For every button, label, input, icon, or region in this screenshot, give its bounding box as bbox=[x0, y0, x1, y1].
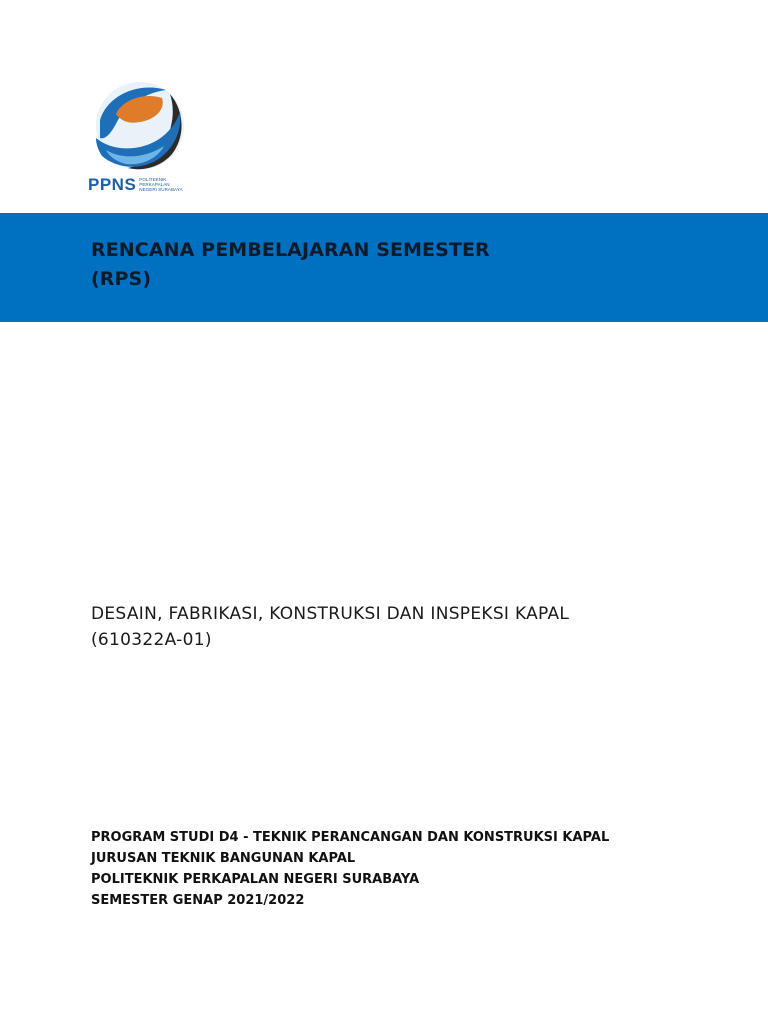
logo-abbreviation: PPNS bbox=[88, 175, 137, 194]
semester: SEMESTER GENAP 2021/2022 bbox=[91, 893, 305, 908]
institution-name: POLITEKNIK PERKAPALAN NEGERI SURABAYA bbox=[91, 872, 420, 887]
document-title bbox=[91, 236, 490, 294]
ppns-globe-icon bbox=[88, 80, 192, 176]
course-code: (610322A-01) bbox=[91, 630, 212, 650]
document-title-line: (RPS) bbox=[91, 268, 152, 290]
course-name: DESAIN, FABRIKASI, KONSTRUKSI DAN INSPEKSI KAPAL bbox=[91, 604, 570, 624]
ppns-logo bbox=[88, 80, 200, 200]
study-program: PROGRAM STUDI D4 - TEKNIK PERANCANGAN DAN KONSTRUKSI KAPAL bbox=[91, 830, 610, 845]
logo-full-name bbox=[139, 177, 182, 193]
logo-full-name-line: PERKAPALAN bbox=[139, 181, 170, 187]
department: JURUSAN TEKNIK BANGUNAN KAPAL bbox=[91, 851, 356, 866]
logo-full-name-line: POLITEKNIK bbox=[139, 176, 167, 182]
institution-info bbox=[91, 827, 609, 911]
course-title bbox=[91, 601, 569, 653]
document-title-line: RENCANA PEMBELAJARAN SEMESTER bbox=[91, 239, 490, 261]
logo-wordmark bbox=[88, 176, 183, 193]
logo-full-name-line: NEGERI SURABAYA bbox=[139, 187, 183, 193]
